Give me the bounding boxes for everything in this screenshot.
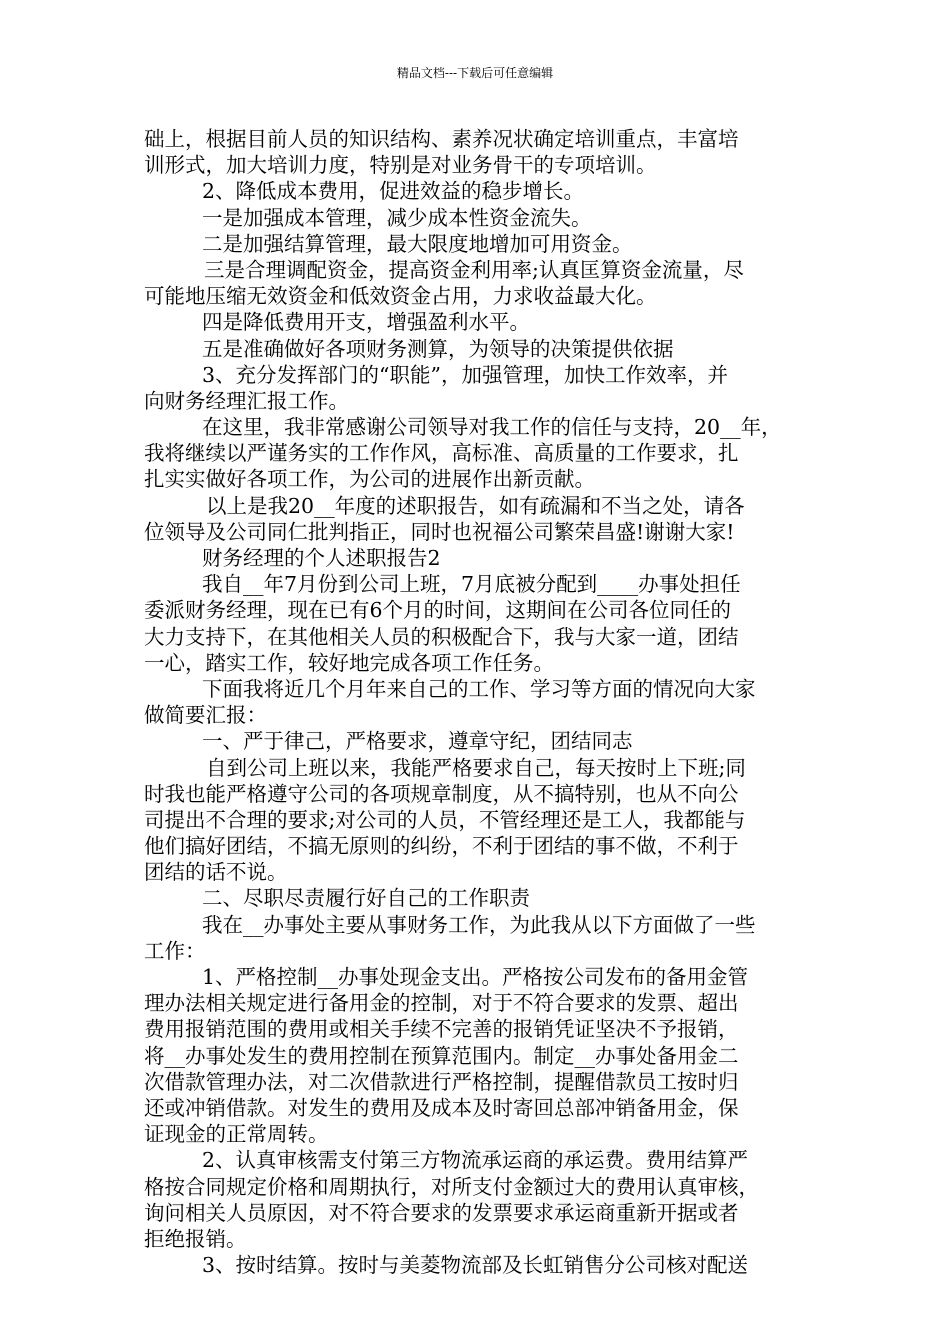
text-line: 格按合同规定价格和周期执行，对所支付金额过大的费用认真审核， (144, 1174, 759, 1199)
text-line: 可能地压缩无效资金和低效资金占用，力求收益最大化。 (144, 284, 657, 309)
page-header: 精品文档---下载后可任意编辑 (396, 66, 554, 80)
text-line: 证现金的正常周转。 (144, 1122, 329, 1147)
text-line: 2、认真审核需支付第三方物流承运商的承运费。费用结算严 (202, 1148, 749, 1173)
text-line: 自到公司上班以来，我能严格要求自己，每天按时上下班;同 (206, 755, 746, 780)
text-line: 以上是我20__年度的述职报告，如有疏漏和不当之处，请各 (206, 493, 745, 518)
text-line: 委派财务经理，现在已有6个月的时间，这期间在公司各位同任的 (144, 598, 732, 623)
text-line: 四是降低费用开支，增强盈利水平。 (202, 310, 530, 335)
text-line: 工作： (144, 938, 206, 963)
text-line: 础上，根据目前人员的知识结构、素养况状确定培训重点，丰富培 (144, 127, 739, 151)
text-line: 2、降低成本费用，促进效益的稳步增长。 (202, 179, 585, 204)
text-line: 拒绝报销。 (144, 1226, 247, 1251)
text-line: 费用报销范围的费用或相关手续不完善的报销凭证坚决不予报销， (144, 1017, 739, 1042)
text-line: 三是合理调配资金，提高资金利用率;认真匡算资金流量，尽 (204, 257, 744, 282)
text-line: 做简要汇报： (144, 703, 267, 728)
text-line: 位领导及公司同仁批判指正，同时也祝福公司繁荣昌盛!谢谢大家! (144, 519, 735, 544)
text-line: 3、充分发挥部门的“职能”，加强管理，加快工作效率，并 (202, 362, 729, 387)
text-line: 我在__办事处主要从事财务工作，为此我从以下方面做了一些 (202, 912, 756, 937)
text-line: 一、严于律己，严格要求，遵章守纪，团结同志 (202, 729, 633, 754)
text-line: 团结的话不说。 (144, 860, 288, 885)
text-line: 1、严格控制__办事处现金支出。严格按公司发布的备用金管 (202, 965, 749, 989)
text-line: 扎实实做好各项工作，为公司的进展作出新贡献。 (144, 467, 595, 492)
text-line: 司提出不合理的要求;对公司的人员，不管经理还是工人，我都能与 (144, 807, 746, 832)
text-line: 理办法相关规定进行备用金的控制，对于不符合要求的发票、超出 (144, 991, 739, 1016)
text-line: 训形式，加大培训力度，特别是对业务骨干的专项培训。 (144, 153, 657, 178)
text-line: 二、尽职尽责履行好自己的工作职责 (202, 886, 530, 911)
text-line: 二是加强结算管理，最大限度地增加可用资金。 (202, 231, 633, 256)
text-line: 我将继续以严谨务实的工作作风，高标准、高质量的工作要求，扎 (144, 441, 739, 466)
text-line: 3、按时结算。按时与美菱物流部及长虹销售分公司核对配送 (202, 1253, 749, 1278)
text-line: 一心，踏实工作，较好地完成各项工作任务。 (144, 650, 554, 675)
text-line: 次借款管理办法，对二次借款进行严格控制，提醒借款员工按时归 (144, 1069, 739, 1094)
text-line: 下面我将近几个月年来自己的工作、学习等方面的情况向大家 (202, 676, 756, 701)
text-line: 大力支持下，在其他相关人员的积极配合下，我与大家一道，团结 (144, 624, 739, 649)
document-body (144, 126, 814, 1278)
text-line: 还或冲销借款。对发生的费用及成本及时寄回总部冲销备用金，保 (144, 1095, 739, 1120)
text-line: 财务经理的个人述职报告2 (202, 546, 441, 570)
text-line: 我自__年7月份到公司上班，7月底被分配到____办事处担任 (202, 572, 741, 597)
text-line: 在这里，我非常感谢公司领导对我工作的信任与支持，20__年， (202, 415, 782, 440)
text-line: 将__办事处发生的费用控制在预算范围内。制定__办事处备用金二 (144, 1043, 739, 1068)
text-line: 一是加强成本管理，减少成本性资金流失。 (202, 205, 592, 230)
text-line: 向财务经理汇报工作。 (144, 388, 349, 413)
text-line: 时我也能严格遵守公司的各项规章制度，从不搞特别，也从不向公 (144, 781, 739, 806)
text-line: 询问相关人员原因，对不符合要求的发票要求承运商重新开据或者 (144, 1200, 739, 1225)
text-line: 五是准确做好各项财务测算，为领导的决策提供依据 (202, 336, 674, 361)
text-line: 他们搞好团结，不搞无原则的纠纷，不利于团结的事不做，不利于 (144, 834, 739, 859)
